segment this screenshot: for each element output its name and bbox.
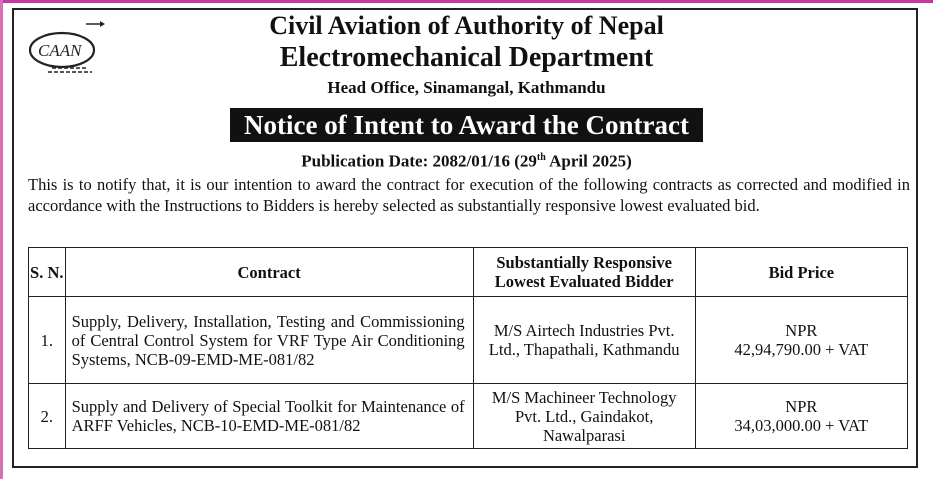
header-bid-price: Bid Price bbox=[695, 248, 907, 297]
bid-price-currency: NPR bbox=[785, 321, 818, 340]
row-bid-price bbox=[695, 297, 907, 384]
intro-paragraph: This is to notify that, it is our intention to award the contract for execution of the following contracts as corrected and modified in accordance with the Instructions to Bidders is hereby selected as substantially responsive lowest evaluated bid. bbox=[28, 175, 910, 215]
department-name: Electromechanical Department bbox=[279, 42, 654, 73]
publication-date bbox=[0, 148, 933, 172]
top-border-line bbox=[0, 0, 933, 3]
logo-lettering: CAAN bbox=[38, 41, 82, 60]
notice-title-wrapper bbox=[0, 108, 933, 142]
row-contract: Supply and Delivery of Special Toolkit for Maintenance of ARFF Vehicles, NCB-10-EMD-ME-081/82 bbox=[65, 384, 473, 449]
contracts-table bbox=[28, 247, 908, 449]
organization-name: Civil Aviation of Authority of Nepal bbox=[269, 11, 664, 40]
row-bidder: M/S Airtech Industries Pvt. Ltd., Thapathali, Kathmandu bbox=[473, 297, 695, 384]
bid-price-amount: 42,94,790.00 + VAT bbox=[734, 340, 869, 359]
publication-date-prefix: Publication Date: 2082/01/16 (29 bbox=[301, 151, 537, 171]
office-address: Head Office, Sinamangal, Kathmandu bbox=[327, 78, 606, 97]
bid-price-amount: 34,03,000.00 + VAT bbox=[734, 416, 869, 435]
notice-title: Notice of Intent to Award the Contract bbox=[230, 108, 703, 142]
header-sn: S. N. bbox=[29, 248, 66, 297]
table-header-row bbox=[29, 248, 908, 297]
row-bid-price bbox=[695, 384, 907, 449]
header-contract: Contract bbox=[65, 248, 473, 297]
bid-price-currency: NPR bbox=[785, 397, 818, 416]
publication-date-suffix: April 2025) bbox=[545, 151, 632, 171]
table-row bbox=[29, 384, 908, 449]
row-contract: Supply, Delivery, Installation, Testing and Commissioning of Central Control System for VRF Type Air Conditioning Systems, NCB-09-EMD-ME-081/82 bbox=[65, 297, 473, 384]
header-bidder: Substantially Responsive Lowest Evaluated Bidder bbox=[473, 248, 695, 297]
row-sn: 2. bbox=[29, 384, 66, 449]
row-sn: 1. bbox=[29, 297, 66, 384]
publication-date-ordinal: th bbox=[536, 152, 546, 163]
table-row bbox=[29, 297, 908, 384]
row-bidder: M/S Machineer Technology Pvt. Ltd., Gaindakot, Nawalparasi bbox=[473, 384, 695, 449]
